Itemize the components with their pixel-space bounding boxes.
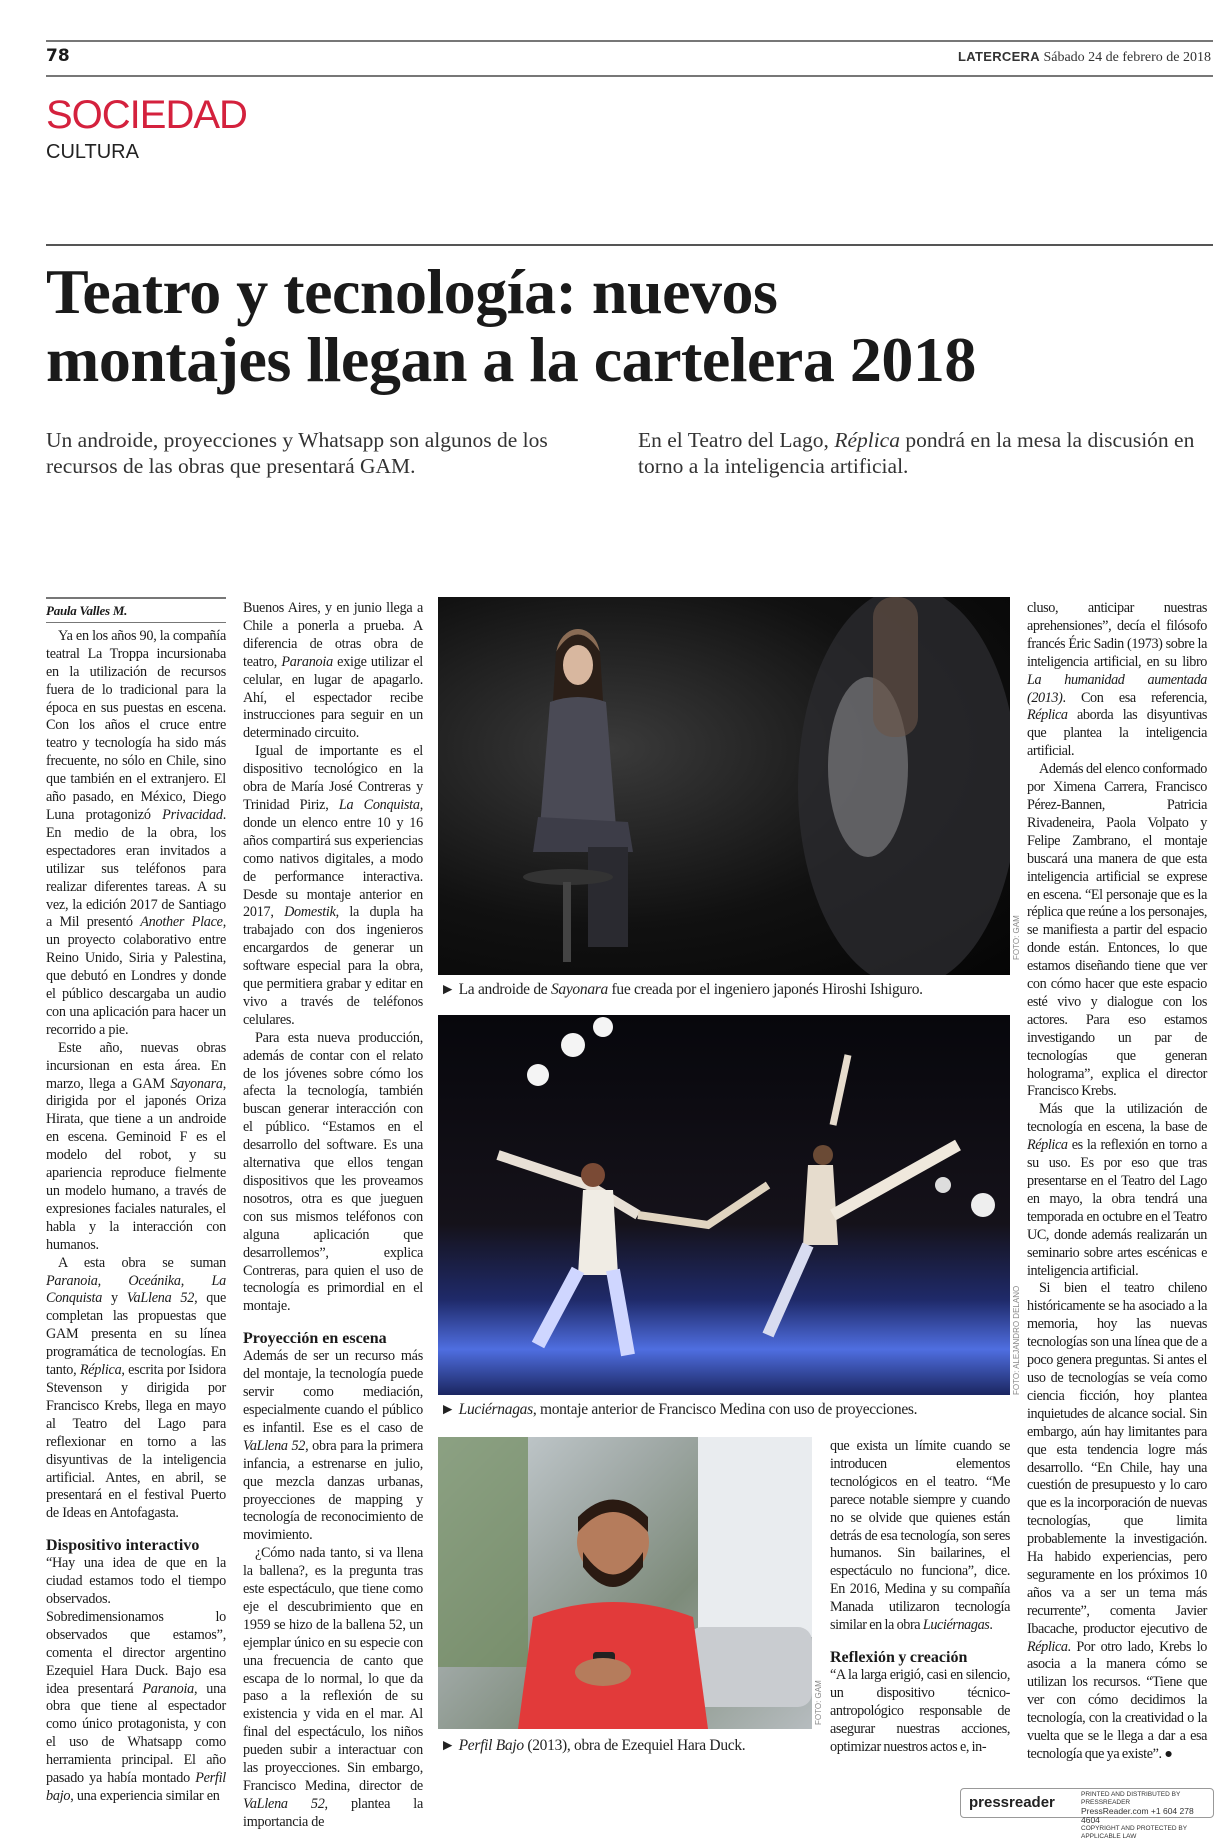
- subheading: [243, 1330, 423, 1348]
- text-run: Si bien el teatro chileno históricamente se ha asociado a la memoria, hoy las nuevas tecnologías son una línea que de a poco genera preguntas. Si antes el uso de tecnologías se veía como ciencia ficción, hoy plantea inquietudes de alcance social. Sin embargo, aún hay limitantes para que esta tendencia logre más desarrollo. “En Chile, hay una cuestión de presupuesto y lo caro que es la incorporación de nuevas tecnologías, que limita probablemente la investigación. Ha habido experiencias, pero seguramente en los próximos 10 años va a ser un tema más recurrente”, comenta Javier Ibacache, productor ejecutivo de: [1027, 1280, 1207, 1637]
- italic-text: Réplica: [1027, 1137, 1068, 1154]
- text-run: , montaje anterior de Francisco Medina con uso de proyecciones.: [532, 1401, 918, 1418]
- italic-text: Paranoia: [281, 653, 333, 670]
- italic-text: Luciérnagas: [922, 1617, 990, 1634]
- android-illustration: [438, 597, 1010, 975]
- text-run: ►: [440, 1401, 459, 1418]
- issue-date: Sábado 24 de febrero de 2018: [1043, 50, 1211, 65]
- article-column-1: [46, 597, 226, 1806]
- dek-left: Un androide, proyecciones y Whatsapp son algunos de los recursos de las obras que presentará GAM.: [46, 428, 548, 478]
- paragraph: [1027, 1280, 1207, 1763]
- masthead: [958, 49, 1211, 66]
- text-run: Reflexión y creación: [830, 1648, 968, 1666]
- paragraph: [830, 1438, 1010, 1635]
- subheading: [830, 1649, 1010, 1667]
- article-column-3: [830, 1438, 1010, 1757]
- text-run: “A la larga erigió, casi en silencio, un dispositivo técnico-antropológico responsable de asegurar nuestras acciones, optimizar nuestros actos e, in-: [830, 1666, 1010, 1755]
- text-run: .: [989, 1617, 993, 1634]
- italic-text: Perfil Bajo: [458, 1737, 524, 1754]
- header-rule: [46, 75, 1213, 77]
- pressreader-logo: pressreader: [969, 1794, 1055, 1811]
- paragraph: [1027, 1101, 1207, 1280]
- text-run: exige utilizar el celular, en lugar de apagarlo. Ahí, el espectador recibe instrucciones para seguir en un determinado circuito.: [243, 653, 423, 742]
- italic-text: Privacidad: [162, 806, 223, 823]
- photo-credit-2: FOTO: ALEJANDRO DELANO: [1012, 1285, 1021, 1395]
- paragraph: [46, 1255, 226, 1524]
- italic-text: Paranoia, Oceánika, La Conquista: [46, 1272, 226, 1307]
- text-run: , obra para la primera infancia, a estrenarse en julio, que mezcla danzas urbanas, proyecciones de mapping y tecnología de reconocimiento de movimiento.: [243, 1437, 423, 1544]
- headline: [46, 258, 1196, 394]
- text-run: . Con esa referencia,: [1062, 689, 1207, 706]
- text-run: Ya en los años 90, la compañía teatral La Troppa incursionaba en la utilización de recursos fuera de lo tradicional para la época en sus puestas en escena. Con los años el cruce entre teatro y tecnología ha sido más frecuente, no sólo en Chile, sino que también en el extranjero. El año pasado, en México, Diego Luna protagonizó: [46, 627, 226, 823]
- text-run: (2013), obra de Ezequiel Hara Duck.: [523, 1737, 746, 1754]
- text-run: . En medio de la obra, los espectadores eran invitados a utilizar sus teléfonos para realizar diferentes tareas. A su vez, la edición 2017 de Santiago a Mil presentó: [46, 806, 226, 931]
- paragraph: [1027, 600, 1207, 761]
- paragraph: [243, 743, 423, 1030]
- text-run: cluso, anticipar nuestras aprehensiones”, decía el filósofo francés Éric Sadin (1973) sobre la inteligencia artificial, en su libro: [1027, 600, 1207, 670]
- text-run: fue creada por el ingeniero japonés Hiroshi Ishiguro.: [607, 981, 923, 998]
- italic-text: Réplica: [1027, 707, 1068, 724]
- text-run: , la dupla ha trabajado con dos ingenieros encargardos de generar un software especial para la obra, que permitiera grabar y editar en vivo a través de teléfonos celulares.: [243, 904, 424, 1028]
- pressreader-info: [1081, 1791, 1213, 1841]
- text-run: A esta obra se suman: [58, 1254, 226, 1271]
- text-run: Buenos Aires, y en junio llega a Chile a ponerla a prueba. A diferencia de otras obra de teatro,: [243, 600, 423, 670]
- photo-caption-1: [440, 981, 1012, 999]
- paragraph: [243, 600, 423, 743]
- dek-right: [638, 427, 1198, 479]
- photo-credit-3: FOTO: GAM: [814, 1680, 823, 1725]
- italic-text: La humanidad aumentada (2013): [1027, 671, 1207, 706]
- italic-text: Réplica: [1027, 1638, 1068, 1655]
- section-title: SOCIEDAD: [46, 93, 247, 137]
- italic-text: Sayonara: [170, 1075, 223, 1092]
- article-column-4: [1027, 600, 1207, 1764]
- italic-text: VaLlena 52: [126, 1290, 195, 1307]
- text-run: , dirigida por el japonés Oriza Hirata, que tiene a un androide en escena. Geminoid F es el modelo del robot, y su apariencia reproduce fielmente un modelo humano, a través de expresiones faciales naturales, el habla y la interacción con humanos.: [46, 1075, 226, 1253]
- text-run: es la reflexión en torno a su uso. Es por eso que tras presentarse en el Teatro del Lago en mayo, la obra tendrá una temporada en octubre en el Teatro UC, donde además realizarán un seminario sobre artes escénicas e inteligencia artificial.: [1027, 1137, 1207, 1279]
- italic-text: Perfil bajo: [46, 1770, 226, 1804]
- text-run: y: [102, 1290, 127, 1307]
- text-run: , que completan las propuestas que GAM presenta en su línea programática de tecnologías. En tanto,: [46, 1290, 226, 1379]
- italic-text: Another Place: [140, 914, 223, 931]
- text-run: Dispositivo interactivo: [46, 1537, 200, 1555]
- byline: Paula Valles M.: [46, 597, 226, 623]
- subheading: [46, 1537, 226, 1555]
- headline-rule: [46, 244, 1213, 246]
- text-run: pondrá en la mesa la discusión en torno a la inteligencia artificial.: [638, 428, 1195, 478]
- photo-credit-1: FOTO: GAM: [1012, 915, 1021, 960]
- italic-text: Luciérnagas: [458, 1401, 533, 1418]
- photo-caption-3: [440, 1737, 812, 1755]
- italic-text: VaLlena 52: [243, 1437, 306, 1454]
- italic-text: Paranoia: [142, 1680, 194, 1697]
- text-run: Este año, nuevas obras incursionan en esta área. En marzo, llega a GAM: [46, 1039, 226, 1092]
- text-run: Además de ser un recurso más del montaje, la tecnología puede servir como mediación, especialmente cuando el público es infantil. Ese es el caso de: [243, 1348, 423, 1436]
- copyright: COPYRIGHT AND PROTECTED BY APPLICABLE LAW: [1081, 1825, 1187, 1840]
- text-run: que exista un límite cuando se introducen elementos tecnológicos en el teatro. “Me parece notable siempre y cuando no se olvide que quienes están detrás de esa tecnología, son seres humanos. Sin bailarines, el espectáculo no funciona”, dice. En 2016, Medina y su compañía Manada utilizaron tecnología similar en la obra: [830, 1438, 1010, 1634]
- dancers-illustration: [438, 1015, 1010, 1395]
- text-run: , una experiencia similar en: [70, 1788, 220, 1804]
- pressreader-contact: PressReader.com +1 604 278 4604: [1081, 1806, 1194, 1825]
- headline-line-1: Teatro y tecnología: nuevos: [46, 256, 778, 327]
- text-run: ► La androide de: [440, 981, 551, 998]
- text-run: , donde un elenco entre 10 y 16 años compartirá sus experiencias como nativos digitales, a modo de performance interactiva. Desde su montaje anterior en 2017,: [243, 796, 423, 921]
- text-run: Igual de importante es el dispositivo tecnológico en la obra de María José Contreras y Trinidad Piriz,: [243, 743, 423, 813]
- headline-line-2: montajes llegan a la cartelera 2018: [46, 324, 976, 395]
- text-run: ►: [440, 1737, 459, 1754]
- column-1-body: [46, 628, 226, 1806]
- paragraph: [243, 1030, 423, 1317]
- paragraph: [1027, 761, 1207, 1101]
- text-run: , plantea la importancia de: [243, 1795, 423, 1830]
- page-number: 78: [46, 46, 70, 66]
- text-run: , escrita por Isidora Stevenson y dirigida por Francisco Krebs, llega en mayo al Teatro del Lago para reflexionar en torno a las disyuntivas de la inteligencia artificial. Antes, en abril, se presentará en el festival Puerto de Ideas en Antofagasta.: [46, 1362, 226, 1522]
- photo-luciernagas: [438, 1015, 1010, 1395]
- man-with-phone-illustration: [438, 1437, 812, 1729]
- text-run: Además del elenco conformado por Ximena Carrera, Francisco Pérez-Bannen, Patricia Rivadeneira, Paola Volpato y Felipe Zambrano, el montaje buscará una manera de que esta inteligencia artificial se exprese en escena. “El personaje que es la réplica que reúne a los personajes, se manifiesta a partir del espacio donde están. Entonces, lo que estamos diseñando tiene que ver con cómo hacer que este espacio esté vivo y dialogue con los actores. Para eso estamos investigando un par de tecnologías que generan holograma”, explica el director Francisco Krebs.: [1027, 761, 1207, 1100]
- article-column-2: [243, 600, 423, 1832]
- italic-text: La Conquista: [338, 796, 420, 813]
- paragraph: [46, 1555, 226, 1806]
- subsection-title: CULTURA: [46, 141, 139, 163]
- text-run: ¿Cómo nada tanto, si va llena la ballena?, es la pregunta tras este espectáculo, que tiene como eje el descubrimiento que en 1959 se hizo de la ballena 52, un ejemplar único en su especie con una frecuencia de canto que escapa de lo normal, lo que da paso a la reflexión de su existencia y vida en el mar. Al final del espectáculo, los niños pueden subir a interactuar con las proyecciones. Sin embargo, Francisco Medina, director de: [243, 1545, 423, 1794]
- paragraph: [243, 1348, 423, 1545]
- pressreader-footer: [960, 1788, 1214, 1840]
- text-run: En el Teatro del Lago,: [638, 428, 835, 452]
- text-run: . Por otro lado, Krebs lo asocia a la manera cómo se utilizan los recursos. “Tiene que ver con cómo decidimos la tecnología, con la creatividad o la vuelta que se le llega a dar a esa tecnología que ya existe”. ●: [1027, 1638, 1207, 1762]
- paragraph: [243, 1545, 423, 1832]
- text-run: “Hay una idea de que en la ciudad estamos todo el tiempo observados. Sobredimensionamos lo observados que estamos”, comenta el director argentino Ezequiel Hara Duck. Bajo esa idea presentará: [46, 1555, 226, 1697]
- newspaper-brand: LATERCERA: [958, 49, 1040, 64]
- italic-text: Domestik: [284, 904, 336, 921]
- top-rule: [46, 40, 1213, 42]
- text-run: , un proyecto colaborativo entre Reino Unido, Siria y Palestina, que debutó en Londres y donde el público descargaba un audio con una aplicación para hacer un recorrido a pie.: [46, 914, 226, 1038]
- photo-android-sayonara: [438, 597, 1010, 975]
- italic-text: Réplica: [834, 428, 900, 452]
- text-run: Para esta nueva producción, además de contar con el relato de los jóvenes sobre cómo los afecta la tecnología, también buscan generar interacción con el público. “Estamos en el desarrollo del software. Es una alternativa que ellos tengan dispositivos que les proveamos nosotros, otra es que jueguen con sus mismos teléfonos con alguna aplicación que desarrollemos”, explica Contreras, para quien el uso de tecnología es primordial en el montaje.: [243, 1029, 423, 1315]
- paragraph: [46, 628, 226, 1040]
- photo-caption-2: [440, 1401, 1012, 1419]
- printed-by: PRINTED AND DISTRIBUTED BY PRESSREADER: [1081, 1791, 1181, 1806]
- text-run: , una obra que tiene al espectador como único protagonista, y con el uso de Whatsapp como herramienta principal. El año pasado ya había montado: [46, 1680, 226, 1787]
- text-run: Más que la utilización de tecnología en escena, la base de: [1027, 1101, 1207, 1136]
- paragraph: [830, 1667, 1010, 1757]
- photo-perfil-bajo: [438, 1437, 812, 1729]
- paragraph: [46, 1040, 226, 1255]
- text-run: Proyección en escena: [243, 1330, 387, 1348]
- italic-text: Réplica: [79, 1362, 122, 1379]
- italic-text: Sayonara: [550, 981, 608, 998]
- text-run: aborda las disyuntivas que plantea la inteligencia artificial.: [1027, 707, 1207, 760]
- italic-text: VaLlena 52: [243, 1795, 325, 1812]
